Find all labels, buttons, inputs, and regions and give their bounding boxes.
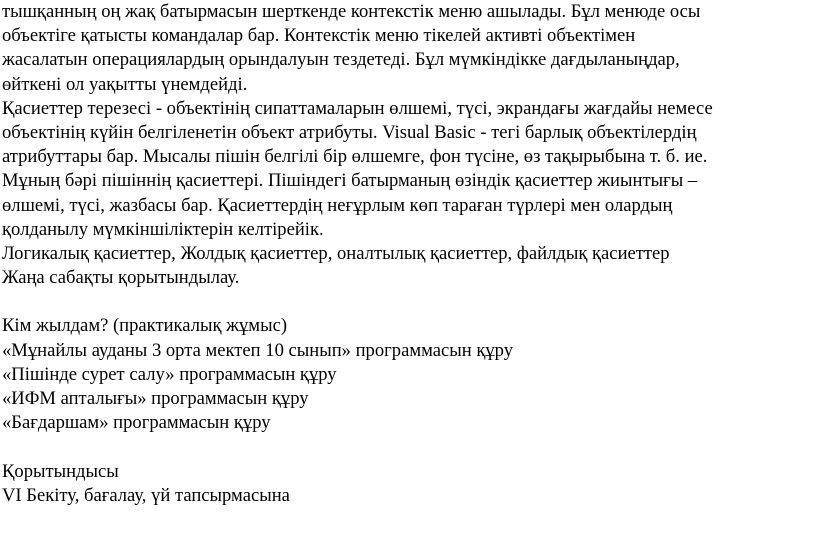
- blank-line: [2, 290, 814, 314]
- text-line: тышқанның оң жақ батырмасын шерткенде контекстік меню ашылады. Бұл менюде осы: [2, 1, 701, 22]
- text-line: Мұның бәрі пішіннің қасиеттері. Пішіндегі батырманың өзіндік қасиеттер жиынтығы –: [2, 170, 698, 192]
- properties-list: Логикалық қасиеттер, Жолдық қасиеттер, оналтылық қасиеттер, файлдық қасиеттер: [2, 242, 670, 264]
- task-item: «ИФМ апталығы» программасын құру: [2, 388, 309, 409]
- text-line: объектіге қатысты командалар бар. Контекстік меню тікелей активті объектімен: [2, 25, 636, 47]
- text-line: Қасиеттер терезесі - объектінің сипаттамаларын өлшемі, түсі, экрандағы жағдайы немесе: [2, 97, 713, 119]
- task-item: «Пішінде сурет салу» программасын құру: [2, 363, 337, 385]
- text-line: жасалатын операциялардың орындалуын тездетеді. Бұл мүмкіндікке дағдыланыңдар,: [2, 49, 680, 71]
- text-line: өйткені ол уақытты үнемдейді.: [2, 73, 248, 95]
- text-line: атрибуттары бар. Мысалы пішін белгілі бір өлшемге, фон түсіне, өз тақырыбына т. б. ие.: [2, 146, 708, 168]
- practical-title: Кім жылдам? (практикалық жұмыс): [2, 315, 288, 337]
- task-item: «Мұнайлы ауданы 3 орта мектеп 10 сынып» программасын құру: [2, 339, 514, 361]
- conclusion-title: Қорытындысы: [2, 460, 119, 482]
- blank-line: [2, 435, 814, 459]
- conclusion-item: VI Бекіту, бағалау, үй тапсырмасына: [2, 484, 290, 506]
- task-item: «Бағдаршам» программасын құру: [2, 412, 271, 434]
- text-line: объектінің күйін белгіленетін объект атрибуты. Visual Basic - тегі барлық объектілердің: [2, 121, 697, 143]
- new-lesson-heading: Жаңа сабақты қорытындылау.: [2, 267, 240, 289]
- text-line: қолданылу мүмкіншіліктерін келтірейік.: [2, 218, 324, 240]
- document-page: [2, 0, 814, 508]
- text-line: өлшемі, түсі, жазбасы бар. Қасиеттердің неғұрлым көп тараған түрлері мен олардың: [2, 194, 673, 216]
